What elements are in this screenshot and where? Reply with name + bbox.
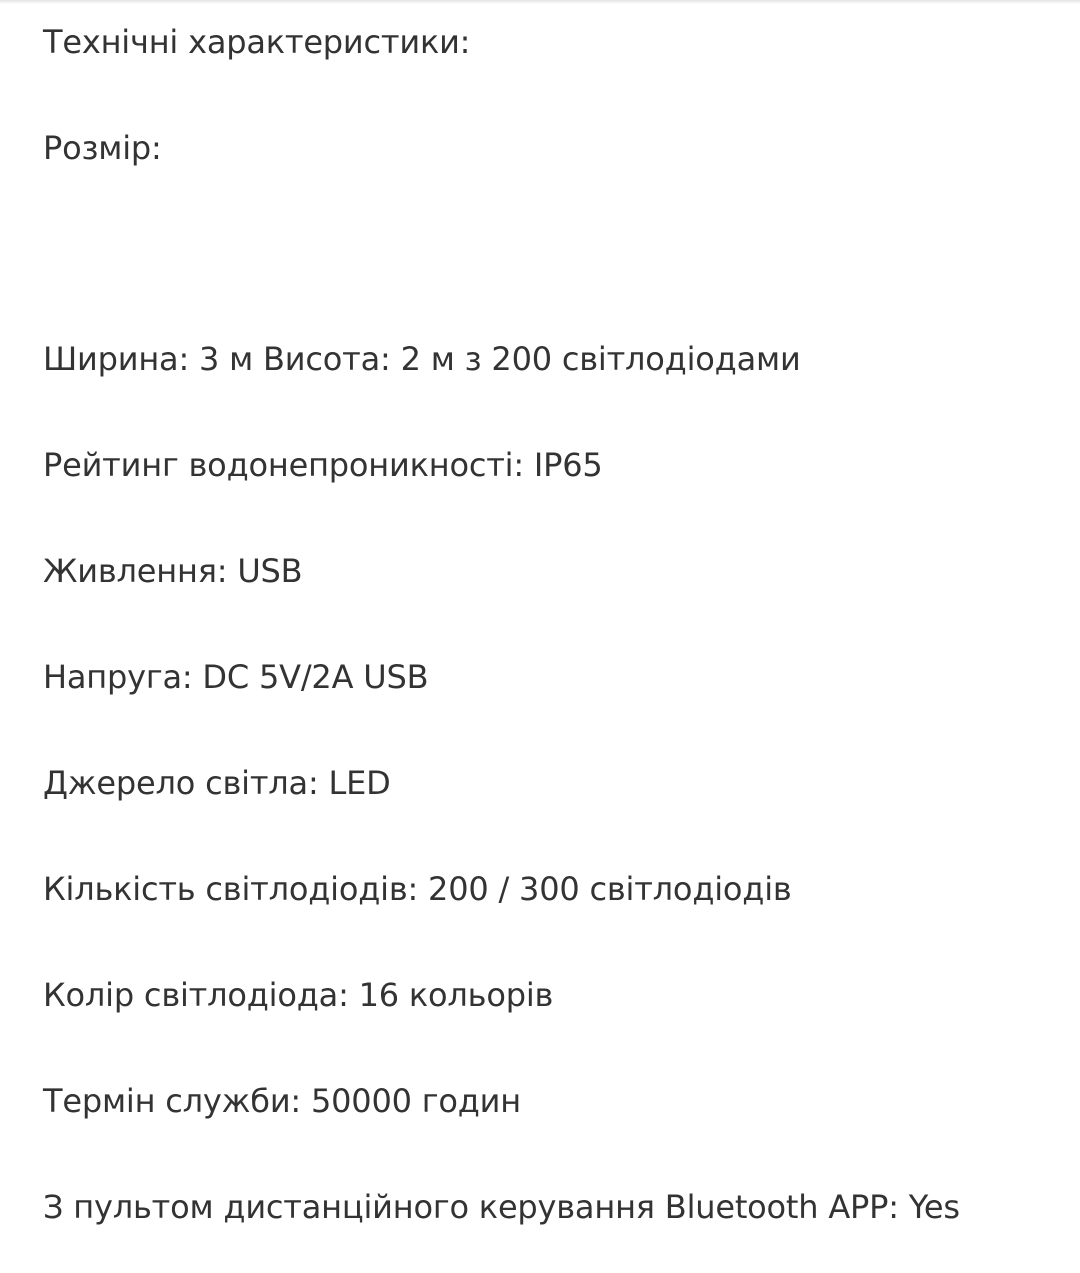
spec-lifetime: Термін служби: 50000 годин [43,1082,521,1120]
spec-led-count: Кількість світлодіодів: 200 / 300 світлодіодів [43,870,792,908]
spec-waterproof-rating: Рейтинг водонепроникності: IP65 [43,446,603,484]
spec-power: Живлення: USB [43,552,303,590]
spec-dimensions: Ширина: 3 м Висота: 2 м з 200 світлодіодами [43,340,801,378]
spec-remote-control: З пультом дистанційного керування Bluetooth APP: Yes [43,1188,960,1226]
spec-voltage: Напруга: DC 5V/2A USB [43,658,429,696]
spec-heading: Технічні характеристики: [43,23,471,61]
spec-light-source: Джерело світла: LED [43,764,391,802]
spec-size-label: Розмір: [43,129,162,167]
spec-led-color: Колір світлодіода: 16 кольорів [43,976,554,1014]
top-divider [0,0,1080,4]
